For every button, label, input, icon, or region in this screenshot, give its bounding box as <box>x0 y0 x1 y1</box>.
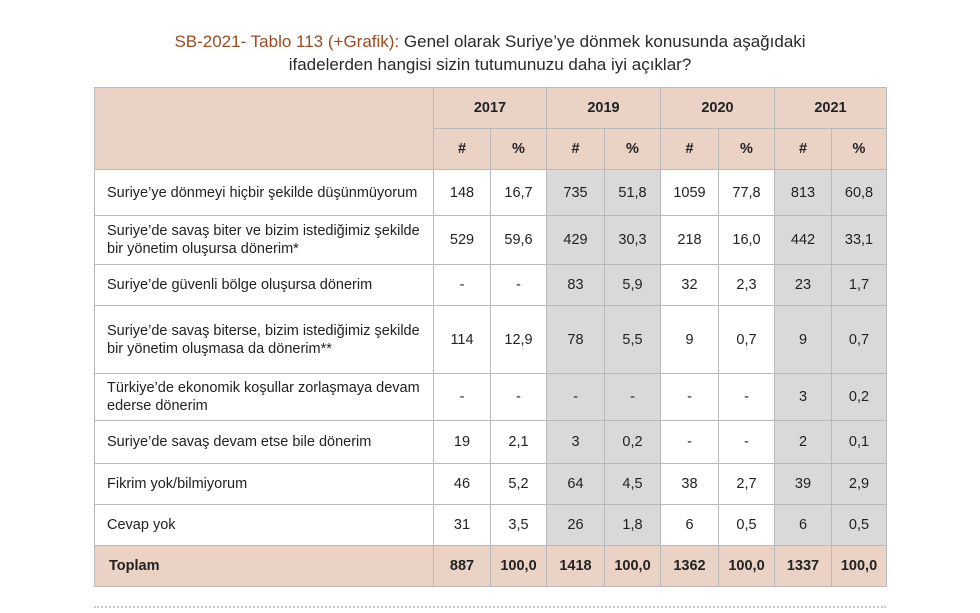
cell-2019-count: 83 <box>547 265 605 306</box>
cell-2021-percent: 0,2 <box>832 374 887 421</box>
table-row <box>95 464 887 505</box>
cell-2019-percent: 51,8 <box>605 170 661 216</box>
question-part-1: Genel olarak Suriye’ye dönmek konusunda aşağıdaki <box>399 32 806 51</box>
percent-header: % <box>491 129 547 170</box>
cell-2017-count: 148 <box>434 170 491 216</box>
cell-2020-count: 32 <box>661 265 719 306</box>
cell-2020-count: - <box>661 421 719 464</box>
cell-2021-count: 6 <box>775 505 832 546</box>
percent-header: % <box>719 129 775 170</box>
cell-2019-percent: 4,5 <box>605 464 661 505</box>
table-row <box>95 216 887 265</box>
cell-2021-percent: 60,8 <box>832 170 887 216</box>
year-2020-header: 2020 <box>661 88 775 129</box>
cell-2019-count: - <box>547 374 605 421</box>
percent-header: % <box>605 129 661 170</box>
total-2019-count: 1418 <box>547 546 605 587</box>
total-2019-percent: 100,0 <box>605 546 661 587</box>
cell-2020-count: 218 <box>661 216 719 265</box>
table-row <box>95 505 887 546</box>
cell-2021-count: 813 <box>775 170 832 216</box>
cell-2020-count: 1059 <box>661 170 719 216</box>
title-line-2: ifadelerden hangisi sizin tutumunuzu daha iyi açıklar? <box>288 55 692 74</box>
count-header: # <box>661 129 719 170</box>
cell-2021-count: 9 <box>775 306 832 374</box>
total-label: Toplam <box>95 546 434 587</box>
total-2021-percent: 100,0 <box>832 546 887 587</box>
cell-2021-count: 3 <box>775 374 832 421</box>
cell-2021-count: 39 <box>775 464 832 505</box>
count-header: # <box>775 129 832 170</box>
cell-2017-percent: 12,9 <box>491 306 547 374</box>
cell-2017-percent: 59,6 <box>491 216 547 265</box>
table-row <box>95 265 887 306</box>
total-2017-count: 887 <box>434 546 491 587</box>
cell-2021-count: 2 <box>775 421 832 464</box>
count-header: # <box>434 129 491 170</box>
cell-2020-count: - <box>661 374 719 421</box>
cell-2017-percent: 2,1 <box>491 421 547 464</box>
cell-2021-percent: 2,9 <box>832 464 887 505</box>
cell-2020-percent: - <box>719 374 775 421</box>
total-row <box>95 546 887 587</box>
cell-2019-percent: 1,8 <box>605 505 661 546</box>
row-label: Cevap yok <box>95 505 434 546</box>
cell-2020-percent: 0,5 <box>719 505 775 546</box>
cell-2020-percent: 2,7 <box>719 464 775 505</box>
cell-2017-percent: - <box>491 265 547 306</box>
title-line-1 <box>0 30 980 53</box>
row-label: Türkiye’de ekonomik koşullar zorlaşmaya devam ederse dönerim <box>95 374 434 421</box>
cell-2020-percent: 0,7 <box>719 306 775 374</box>
page-footer-divider <box>94 606 886 610</box>
cell-2019-count: 735 <box>547 170 605 216</box>
table-row <box>95 421 887 464</box>
total-2017-percent: 100,0 <box>491 546 547 587</box>
cell-2020-count: 6 <box>661 505 719 546</box>
cell-2017-count: 46 <box>434 464 491 505</box>
header-corner <box>95 88 434 170</box>
row-label: Suriye’ye dönmeyi hiçbir şekilde düşünmüyorum <box>95 170 434 216</box>
row-label: Suriye’de güvenli bölge oluşursa dönerim <box>95 265 434 306</box>
cell-2017-percent: 16,7 <box>491 170 547 216</box>
table-title <box>0 30 980 76</box>
year-2021-header: 2021 <box>775 88 887 129</box>
cell-2017-count: - <box>434 265 491 306</box>
cell-2019-percent: - <box>605 374 661 421</box>
cell-2017-percent: - <box>491 374 547 421</box>
table-row <box>95 170 887 216</box>
row-label: Suriye’de savaş biter ve bizim istediğimiz şekilde bir yönetim oluşursa dönerim* <box>95 216 434 265</box>
cell-2021-percent: 0,7 <box>832 306 887 374</box>
cell-2021-percent: 0,5 <box>832 505 887 546</box>
cell-2019-percent: 30,3 <box>605 216 661 265</box>
cell-2019-count: 78 <box>547 306 605 374</box>
total-2021-count: 1337 <box>775 546 832 587</box>
cell-2019-count: 3 <box>547 421 605 464</box>
table-row <box>95 374 887 421</box>
cell-2019-percent: 0,2 <box>605 421 661 464</box>
cell-2019-count: 429 <box>547 216 605 265</box>
year-header-row <box>95 88 887 129</box>
cell-2019-percent: 5,5 <box>605 306 661 374</box>
cell-2021-count: 442 <box>775 216 832 265</box>
row-label: Fikrim yok/bilmiyorum <box>95 464 434 505</box>
percent-header: % <box>832 129 887 170</box>
year-2019-header: 2019 <box>547 88 661 129</box>
cell-2020-percent: 16,0 <box>719 216 775 265</box>
cell-2021-percent: 33,1 <box>832 216 887 265</box>
table-number: SB-2021- Tablo 113 (+Grafik): <box>174 32 400 51</box>
cell-2017-count: - <box>434 374 491 421</box>
total-2020-count: 1362 <box>661 546 719 587</box>
cell-2020-percent: 77,8 <box>719 170 775 216</box>
cell-2021-percent: 1,7 <box>832 265 887 306</box>
cell-2020-percent: 2,3 <box>719 265 775 306</box>
data-table <box>94 87 887 587</box>
cell-2017-count: 529 <box>434 216 491 265</box>
cell-2020-count: 9 <box>661 306 719 374</box>
cell-2021-count: 23 <box>775 265 832 306</box>
year-2017-header: 2017 <box>434 88 547 129</box>
total-2020-percent: 100,0 <box>719 546 775 587</box>
cell-2021-percent: 0,1 <box>832 421 887 464</box>
count-header: # <box>547 129 605 170</box>
row-label: Suriye’de savaş devam etse bile dönerim <box>95 421 434 464</box>
row-label: Suriye’de savaş biterse, bizim istediğimiz şekilde bir yönetim oluşmasa da dönerim** <box>95 306 434 374</box>
cell-2020-percent: - <box>719 421 775 464</box>
cell-2019-count: 26 <box>547 505 605 546</box>
cell-2017-count: 31 <box>434 505 491 546</box>
cell-2017-count: 114 <box>434 306 491 374</box>
cell-2017-percent: 3,5 <box>491 505 547 546</box>
cell-2017-percent: 5,2 <box>491 464 547 505</box>
table-row <box>95 306 887 374</box>
cell-2017-count: 19 <box>434 421 491 464</box>
cell-2020-count: 38 <box>661 464 719 505</box>
cell-2019-count: 64 <box>547 464 605 505</box>
cell-2019-percent: 5,9 <box>605 265 661 306</box>
